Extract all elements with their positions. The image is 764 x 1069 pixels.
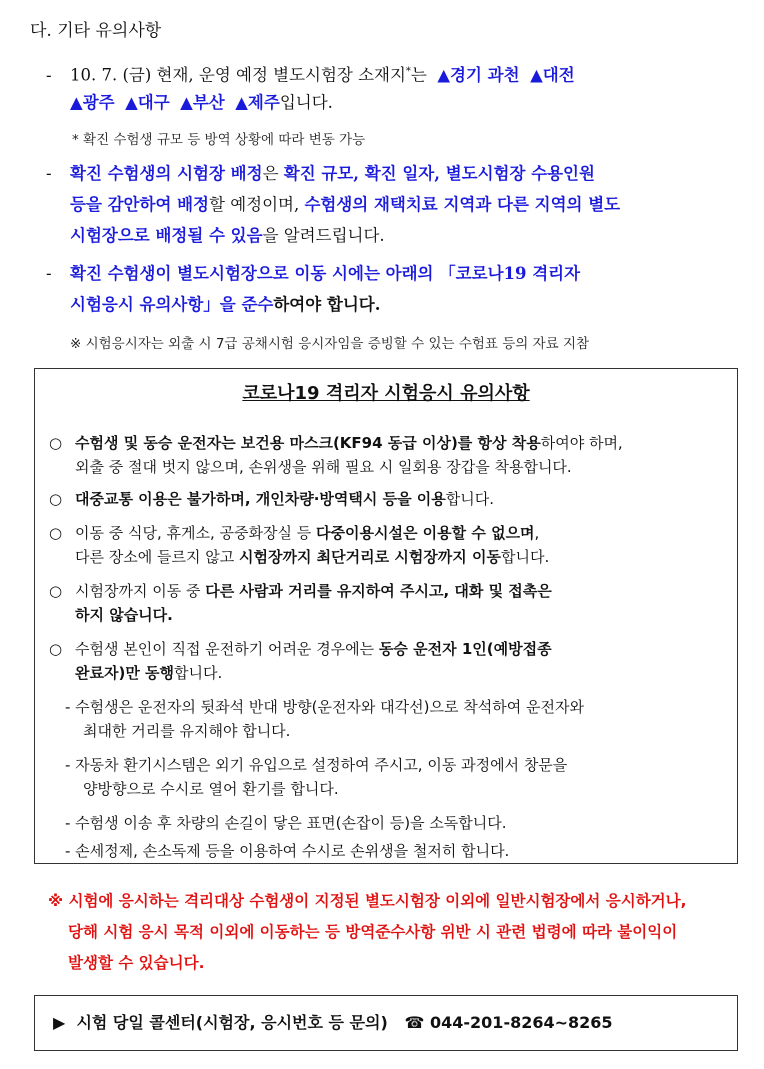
guideline-item-mask: ○ 수험생 및 동승 운전자는 보건용 마스크(KF94 동급 이상)를 항상 착용하여야 하며, — [49, 434, 623, 452]
compliance-paragraph: - 확진 수험생이 별도시험장으로 이동 시에는 아래의 「코로나19 격리자 — [46, 264, 581, 283]
section-heading: 다. 기타 유의사항 — [30, 21, 162, 41]
location-busan: ▲부산 — [180, 93, 225, 112]
sub-item-seating: - 수험생은 운전자의 뒷좌석 반대 방향(운전자와 대각선)으로 착석하여 운전자와 — [65, 698, 584, 716]
location-gyeonggi: ▲경기 과천 — [437, 65, 520, 85]
assignment-paragraph: - 확진 수험생의 시험장 배정은 확진 규모, 확진 일자, 별도시험장 수용인원 — [46, 164, 595, 183]
location-daegu: ▲대구 — [125, 93, 170, 112]
location-gwangju: ▲광주 — [70, 93, 115, 112]
compliance-note: ※ 시험응시자는 외출 시 7급 공채시험 응시자임을 증빙할 수 있는 수험표 등의 자료 지참 — [70, 336, 590, 352]
location-daejeon: ▲대전 — [530, 65, 575, 85]
call-center-phone: 044-201-8264~8265 — [430, 1013, 613, 1032]
warning-text-line3: 발생할 수 있습니다. — [68, 954, 205, 972]
guideline-item-facilities: ○ 이동 중 식당, 휴게소, 공중화장실 등 다중이용시설은 이용할 수 없으며, — [49, 524, 540, 542]
warning-text-line2: 당해 시험 응시 목적 이외에 이동하는 등 방역준수사항 위반 시 관련 법령에 따라 불이익이 — [68, 923, 678, 941]
guideline-item-driver: ○ 수험생 본인이 직접 운전하기 어려운 경우에는 동승 운전자 1인(예방접종 — [49, 640, 552, 658]
arrow-right-icon: ▶ — [53, 1013, 66, 1032]
warning-text-line1: ※ 시험에 응시하는 격리대상 수험생이 지정된 별도시험장 이외에 일반시험장에서 응시하거나, — [48, 892, 687, 910]
date-status-text: 10. 7. (금) 현재, 운영 예정 별도시험장 소재지 — [70, 65, 406, 85]
guidelines-box: 코로나19 격리자 시험응시 유의사항 ○ 수험생 및 동승 운전자는 보건용 마스크(KF94 동급 이상)를 항상 착용하여야 하며, 외출 중 절대 벗지 않으며, 손위생을 위해 필요 시 일회용 장갑을 착용합니다. ○ 대중교통 이용은 불가하며, 개인차량·방역택시 등을 이용합니다. ○ 이동 중 식당, 휴게소, 공중화장실 등 다중이용시설은 이용할 수 없으며, 다른 장소에 들르지 않고 시험장까지 최단거리로 시험장까지 이동합니다. ○ 시험장까지 이동 중 다른 사람과 거리를 유지하여 주시고, 대화 및 접촉은 하지 않습니다. ○ 수험생 본인이 직접 운전하기 어려운 경우에는 동승 운전자 1인(예방접종 완료자)만 동행합니다. - 수험생은 운전자의 뒷좌석 반대 방향(운전자와 대각선)으로 착석하여 운전자와 최대한 거리를 유지해야 합니다. - 자동차 환기시스템은 외기 유입으로 설정하여 주시고, 이동 과정에서 창문을 양방향으로 수시로 열어 환기를 합니다. - 수험생 이송 후 차량의 손길이 닿은 표면(손잡이 등)을 소독합니다. - 손세정제, 손소독제 등을 이용하여 수시로 손위생을 철저히 합니다. — [34, 368, 738, 864]
guideline-item-transport: ○ 대중교통 이용은 불가하며, 개인차량·방역택시 등을 이용합니다. — [49, 490, 495, 508]
sub-item-ventilation: - 자동차 환기시스템은 외기 유입으로 설정하여 주시고, 이동 과정에서 창문을 — [65, 756, 568, 774]
guidelines-title: 코로나19 격리자 시험응시 유의사항 — [242, 383, 530, 404]
location-paragraph: - 10. 7. (금) 현재, 운영 예정 별도시험장 소재지*는 ▲경기 과천 ▲대전 — [46, 65, 575, 85]
sub-item-hygiene: - 손세정제, 손소독제 등을 이용하여 수시로 손위생을 철저히 합니다. — [65, 842, 510, 860]
location-jeju: ▲제주 — [235, 93, 280, 112]
phone-icon: ☎ — [404, 1013, 425, 1032]
call-center-box — [34, 995, 738, 1051]
sub-item-disinfect: - 수험생 이송 후 차량의 손길이 닿은 표면(손잡이 등)을 소독합니다. — [65, 814, 507, 832]
guideline-item-distance: ○ 시험장까지 이동 중 다른 사람과 거리를 유지하여 주시고, 대화 및 접촉은 — [49, 582, 552, 600]
location-note: * 확진 수험생 규모 등 방역 상황에 따라 변동 가능 — [72, 132, 366, 148]
call-center-label: 시험 당일 콜센터(시험장, 응시번호 등 문의) — [76, 1013, 388, 1032]
